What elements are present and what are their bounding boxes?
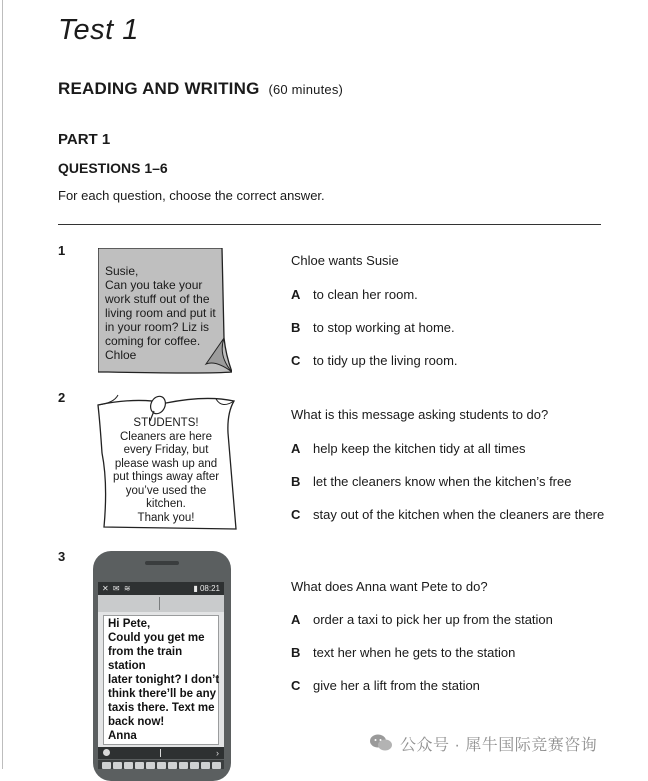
note-1-line: Can you take your: [105, 278, 203, 292]
text-cursor: [160, 749, 161, 757]
option-letter: C: [291, 678, 301, 693]
question-3-option-b[interactable]: [291, 645, 515, 660]
note-2-line: Thank you!: [137, 511, 195, 524]
message-line: taxis there. Text me: [108, 702, 215, 714]
keyboard-key: [146, 762, 155, 769]
message-line: later tonight? I don’t: [108, 674, 220, 686]
option-text: give her a lift from the station: [313, 678, 480, 693]
phone-speaker: [145, 561, 179, 565]
note-1-line: in your room? Liz is: [105, 320, 210, 334]
option-text: stay out of the kitchen when the cleaners are there: [313, 507, 605, 522]
tab-divider: [159, 597, 160, 610]
option-text: to clean her room.: [313, 287, 418, 302]
note-1-line: Susie,: [105, 264, 139, 278]
question-number-1: 1: [58, 243, 66, 258]
question-2-stem: What is this message asking students to do?: [291, 407, 549, 422]
question-3-option-a[interactable]: [291, 612, 553, 627]
question-2-option-c[interactable]: [291, 507, 604, 522]
note-2-text: [107, 417, 225, 525]
message-text: [108, 617, 220, 743]
section-duration: (60 minutes): [268, 82, 344, 97]
option-letter: A: [291, 612, 301, 627]
page-edge-rule: [2, 0, 3, 769]
keyboard-key: [135, 762, 144, 769]
instruction-text: For each question, choose the correct answer.: [58, 188, 325, 203]
option-letter: B: [291, 645, 301, 660]
question-range-heading: QUESTIONS 1–6: [58, 160, 168, 176]
question-1-option-c[interactable]: [291, 353, 458, 368]
note-1-line: coming for coffee.: [105, 334, 201, 348]
message-line: Could you get me: [108, 632, 205, 644]
phone-status-bar: [98, 582, 224, 595]
message-line: think there’ll be any: [108, 688, 216, 700]
wechat-icon: [370, 734, 392, 752]
message-line: from the train station: [108, 646, 183, 672]
question-number-3: 3: [58, 549, 66, 564]
note-1-line: Chloe: [105, 348, 137, 362]
question-2-option-b[interactable]: [291, 474, 571, 489]
note-2-line: please wash up and: [114, 457, 218, 470]
option-text: order a taxi to pick her up from the station: [313, 612, 553, 627]
message-line: back now!: [108, 716, 165, 728]
option-letter: C: [291, 353, 301, 368]
message-line: Anna: [108, 730, 137, 742]
note-2-line: put things away after: [112, 471, 220, 483]
note-2-line: kitchen.: [146, 498, 186, 510]
section-divider: [58, 224, 601, 225]
note-1-line: living room and put it: [105, 306, 216, 320]
keyboard-key: [201, 762, 210, 769]
option-letter: C: [291, 507, 301, 522]
option-text: to stop working at home.: [313, 320, 455, 335]
part-heading: PART 1: [58, 131, 111, 148]
question-2-option-a[interactable]: [291, 441, 525, 456]
battery-icon: ▮: [193, 584, 198, 593]
message-line: Hi Pete,: [108, 618, 151, 630]
note-1-line: work stuff out of the: [105, 292, 210, 306]
phone-input-bar: [98, 747, 224, 759]
note-2-line: Cleaners are here: [119, 430, 213, 443]
option-letter: B: [291, 474, 301, 489]
keyboard-key: [179, 762, 188, 769]
question-1-option-a[interactable]: [291, 287, 418, 302]
question-number-2: 2: [58, 390, 66, 405]
option-letter: A: [291, 287, 301, 302]
test-title: Test 1: [58, 14, 139, 46]
option-text: text her when he gets to the station: [313, 645, 516, 660]
section-heading: [58, 79, 343, 99]
phone-tab-bar: [98, 595, 224, 612]
watermark: [370, 731, 597, 755]
phone-time: 08:21: [199, 584, 220, 593]
keyboard-key: [102, 762, 111, 769]
option-letter: B: [291, 320, 301, 335]
keyboard-key: [190, 762, 199, 769]
question-3-option-c[interactable]: [291, 678, 480, 693]
question-1-option-b[interactable]: [291, 320, 455, 335]
watermark-text: 公众号 · 犀牛国际竞赛咨询: [400, 736, 598, 754]
note-2-line: you’ve used the: [125, 484, 207, 497]
keyboard-key: [157, 762, 166, 769]
keyboard-key: [168, 762, 177, 769]
keyboard-key: [212, 762, 221, 769]
camera-icon: [103, 749, 110, 756]
section-title: READING AND WRITING: [58, 79, 260, 98]
option-text: let the cleaners know when the kitchen’s free: [313, 474, 572, 489]
note-1-text: [105, 264, 223, 362]
keyboard-key: [124, 762, 133, 769]
question-3-stem: What does Anna want Pete to do?: [291, 579, 488, 594]
option-letter: A: [291, 441, 301, 456]
status-icons: ✕ ✉ ≋: [102, 584, 132, 593]
question-1-stem: Chloe wants Susie: [291, 253, 399, 268]
option-text: help keep the kitchen tidy at all times: [313, 441, 526, 456]
status-right: [193, 582, 220, 595]
send-icon: ›: [216, 748, 219, 758]
option-text: to tidy up the living room.: [313, 353, 458, 368]
keyboard-key: [113, 762, 122, 769]
phone-keyboard: [98, 760, 224, 769]
note-2-line: every Friday, but: [123, 444, 209, 456]
note-2-line: STUDENTS!: [133, 417, 199, 429]
